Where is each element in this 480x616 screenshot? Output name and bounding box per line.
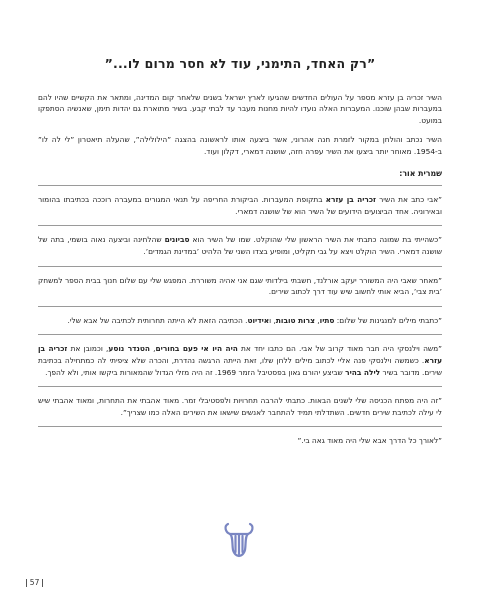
song-title: לילה בהיר [345, 367, 381, 377]
quote-text: , ו [269, 315, 276, 325]
intro-paragraph-1: השיר זכריה בן עזרא מספר על העולים החדשים שהגיעו לארץ ישראל בשנים שלאחר קום המדינה, ומתאר את הקשיים שהיו להם במעברות שבהן שוכנו. המעברות האלה נועדו להיות מחנות מעבר עד לבתי קבע. בשיר מתוארת גם יהדות תימן, שאנשיה הסתפקו במועט. [38, 92, 442, 125]
quote-text: ”מאחר שאבי היה המשורר יעקב אורלנד, חשבתי בילדותי שגם אני אהיה משוררת. המפגש שלי עם שלום חנוך בבית הספר למשחק ’בית צבי’, הביא אותי לחשוב שיש עוד דרך לכתוב שירים. [38, 275, 442, 297]
intro-paragraph-2: השיר נכתב והולחן במקור לזמרת חנה אהרוני, אשר ביצעה אותו לראשונה בהצגה ”הילולילה”, שהעלה תיאטרון ”לי לה לו” ב-1954. מאוחר יותר ביצעו את השיר עפרה חזה, שושנה דמארי, דקלון ועוד. [38, 135, 442, 156]
page-number [26, 578, 43, 587]
paragraph-divider [38, 306, 442, 307]
quote-text: בתקופת המעברות. הביקורת החריפה על תנאי המגורים במעברה רוככה בכתיבתו בהומור ובאירוניה. אחד הביצועים הידועים של השיר הוא של שושנה דמארי. [38, 195, 442, 216]
paragraph-divider [38, 225, 442, 226]
page-number-bar [26, 579, 27, 587]
song-title: זכריה בן עזרא [325, 195, 376, 205]
quote-text: ”כשהייתי בת שמונה כתבתי את השיר הראשון שלי שהוקלט. שמו של השיר הוא [189, 235, 443, 245]
song-title: הטנדר נוסע [108, 344, 150, 354]
quote-text: , וכמובן את [67, 344, 109, 354]
paragraph-divider [38, 334, 442, 335]
quote-paragraph-6 [38, 395, 442, 418]
song-title: היה היו אי פעם בחורים [155, 344, 238, 354]
song-title: זכריה בן עזרא [38, 344, 442, 365]
song-title: סביונים [164, 235, 190, 245]
page-number-text: 57 [29, 578, 40, 587]
quote-text: ”כתבתי מילים למנגינות של שלום: [334, 315, 442, 325]
quote-paragraph-2 [38, 234, 442, 257]
quote-paragraph-5 [38, 343, 442, 378]
quote-text: . הכתיבה הזאת לא הייתה תחרותית לכתיבה של אבא שלי. [67, 315, 248, 325]
paragraph-divider [38, 266, 442, 267]
quote-text: ”לאורך כל הדרך אבא שלי היה מאוד גאה בי.” [297, 436, 442, 446]
quote-text: , [314, 315, 320, 325]
quote-text: ”זה היה מפתח הכניסה שלי לשנים הבאות. כתבתי להרבה תחרויות ולפסטיבלי זמר. מאוד אהבתי את התחרות, ומאוד אהבתי שיש לי עילה לכתיבת שירים חדשים. השתדלתי תמיד להתחבר לאנשים שישאו את השירים האלה כמו שצריך”. [38, 396, 442, 417]
quote-paragraph-3 [38, 275, 442, 298]
article-title: ”רק האחד, התימני, עוד לא חסר מרום לו...” [104, 56, 376, 71]
section-heading: שמרית אור: [399, 168, 442, 178]
section-divider [38, 185, 442, 186]
paragraph-divider [38, 386, 442, 387]
song-title: אידיוט [247, 315, 270, 325]
page-number-bar [42, 579, 43, 587]
lyre-emblem-icon [221, 520, 257, 560]
quote-paragraph-1 [38, 194, 442, 217]
article-body [38, 58, 442, 455]
song-title: צרות טובות [275, 315, 315, 325]
quote-text: . כשמשה וילנסקי פנה אליי לכתוב מילים ללחן שלו, זאת הייתה הרגשה נהדרת, והכרה שלא ציפיתי לה כמתחילה בכתיבת שירים. מדובר בשיר [38, 355, 442, 377]
quote-text: ”אבי כתב את השיר [375, 195, 442, 205]
quote-text: שהלחינה וביצעה נאוה בושמי, בתה של שושנה דמארי. השיר הוקלט ויצא על גבי תקליט, ומופיע בצדו השני של הלהיט ’במדינת הגמדים’. [38, 235, 442, 256]
quote-paragraph-4 [38, 315, 442, 327]
quote-text: שביצע יהורם גאון בפסטיבל הזמר 1969. זה היה מזלי הגדול שהמאורות ביקשו אותי, ולא להפך. [45, 367, 346, 377]
song-title: סתיו [319, 315, 335, 325]
paragraph-divider [38, 426, 442, 427]
quote-paragraph-7 [38, 435, 442, 447]
quote-text: , [149, 344, 156, 354]
quote-text: ”משה וילנסקי היה חבר מאוד קרוב של אבי. הם כתבו יחד את [237, 344, 443, 354]
